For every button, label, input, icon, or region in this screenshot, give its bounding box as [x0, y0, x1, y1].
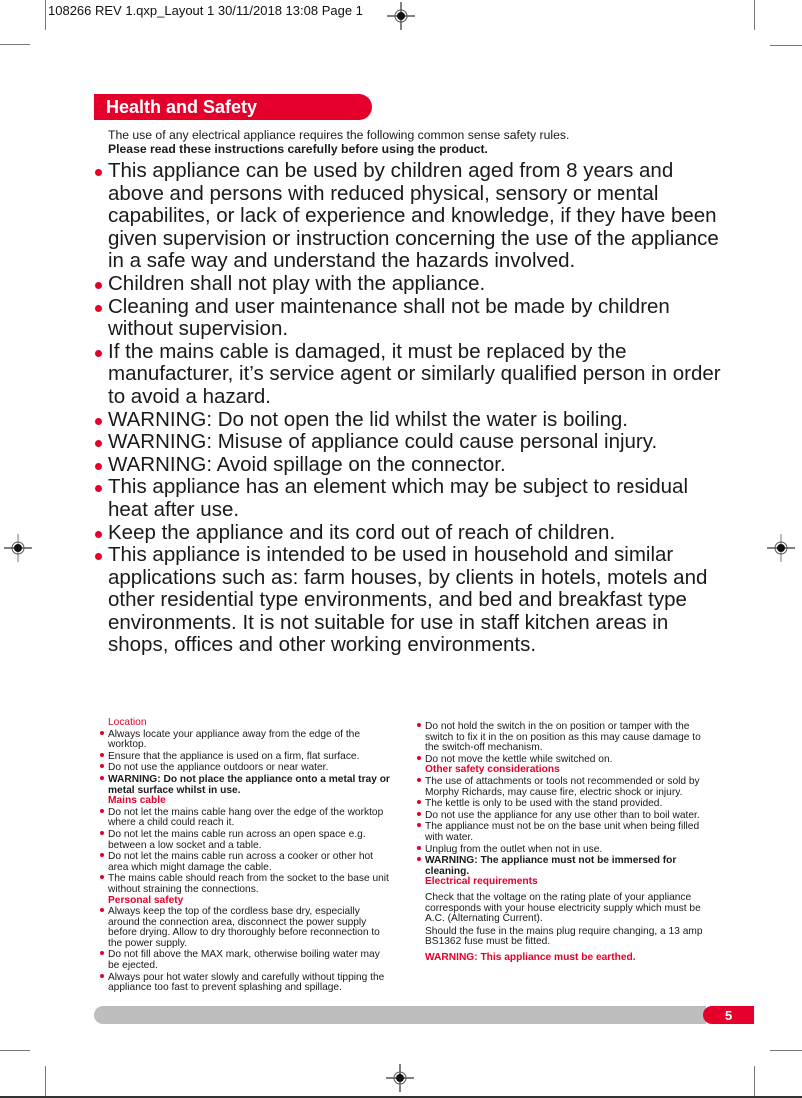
intro-text [108, 128, 569, 156]
list-item-warning: WARNING: Do not place the appliance onto a metal tray or metal surface whilst in use. [92, 775, 392, 796]
list-item: WARNING: Do not open the lid whilst the water is boiling. [92, 409, 732, 432]
main-safety-list [92, 160, 732, 657]
list-item: Do not use the appliance for any use other than to boil water. [409, 811, 709, 822]
list-item: Cleaning and user maintenance shall not be made by children without supervision. [92, 296, 732, 341]
list-item: Do not fill above the MAX mark, otherwise boiling water may be ejected. [92, 950, 392, 971]
intro-line: The use of any electrical appliance requires the following common sense safety rules. [108, 128, 570, 142]
section-title: Health and Safety [106, 97, 258, 117]
list-item: WARNING: Misuse of appliance could cause personal injury. [92, 431, 732, 454]
registration-mark-icon [767, 534, 795, 562]
list-item: Ensure that the appliance is used on a firm, flat surface. [92, 752, 392, 763]
left-column [92, 718, 392, 994]
earthing-warning: WARNING: This appliance must be earthed. [425, 951, 636, 963]
list-item: Keep the appliance and its cord out of reach of children. [92, 522, 732, 545]
list-item: Children shall not play with the appliance. [92, 273, 732, 296]
list-item: Always keep the top of the cordless base dry, especially around the connection area, disconnect the power supply before drying. Allow to dry thoroughly before reconnection to the power supply. [92, 907, 392, 949]
intro-instruction: Please read these instructions carefully before using the product. [108, 142, 488, 156]
list-item: WARNING: Avoid spillage on the connector. [92, 454, 732, 477]
list-item: Do not let the mains cable run across an open space e.g. between a low socket and a table. [92, 830, 392, 851]
list-item: This appliance can be used by children aged from 8 years and above and persons with reduced physical, sensory or mental capabilites, or lack of experience and knowledge, if they have been given supervision or instruction concerning the use of the appliance in a safe way and understand the hazards involved. [92, 160, 732, 273]
list-item: Unplug from the outlet when not in use. [409, 845, 709, 856]
footer-bar [94, 1006, 706, 1024]
crop-mark [754, 1066, 755, 1096]
subheading-personal-safety: Personal safety [108, 894, 184, 906]
electrical-paragraph: Check that the voltage on the rating plate of your appliance corresponds with your house electricity supply which must be A.C. (Alternating Current). [425, 891, 701, 925]
registration-mark-icon [386, 1064, 414, 1092]
subheading-mains-cable: Mains cable [108, 795, 166, 807]
crop-mark [770, 1050, 802, 1051]
list-item: This appliance is intended to be used in household and similar applications such as: farm houses, by clients in hotels, motels and other residential type environments, and bed and breakfast type environments. It is not suitable for use in staff kitchen areas in shops, offices and other working environments. [92, 544, 732, 657]
crop-mark [754, 0, 755, 30]
list-item: Do not use the appliance outdoors or near water. [92, 763, 392, 774]
list-item: The appliance must not be on the base unit when being filled with water. [409, 822, 709, 843]
section-header [94, 94, 372, 120]
registration-mark-icon [387, 2, 415, 30]
page-number: 5 [725, 1008, 733, 1023]
crop-mark [45, 1066, 46, 1096]
list-item: If the mains cable is damaged, it must be replaced by the manufacturer, it’s service agent or similarly qualified person in order to avoid a hazard. [92, 341, 732, 409]
list-item: Do not let the mains cable hang over the edge of the worktop where a child could reach it. [92, 808, 392, 829]
crop-mark [0, 1050, 30, 1051]
right-column [409, 721, 709, 963]
list-item: The mains cable should reach from the socket to the base unit without straining the connections. [92, 874, 392, 895]
subheading-other-safety: Other safety considerations [425, 764, 560, 776]
list-item: This appliance has an element which may be subject to residual heat after use. [92, 476, 732, 521]
printer-slug: 108266 REV 1.qxp_Layout 1 30/11/2018 13:08 Page 1 [48, 3, 363, 18]
subheading-electrical: Electrical requirements [425, 876, 538, 888]
crop-mark [770, 45, 802, 46]
subheading-location: Location [108, 717, 147, 728]
list-item: Do not hold the switch in the on position or tamper with the switch to fix it in the on position as this may cause damage to the switch-off mechanism. [409, 722, 709, 754]
crop-mark [45, 0, 46, 30]
list-item-warning: WARNING: The appliance must not be immersed for cleaning. [409, 856, 709, 877]
electrical-paragraph: Should the fuse in the mains plug require changing, a 13 amp BS1362 fuse must be fitted. [425, 925, 703, 948]
list-item: The use of attachments or tools not recommended or sold by Morphy Richards, may cause fire, electric shock or injury. [409, 777, 709, 798]
list-item: Do not let the mains cable run across a cooker or other hot area which might damage the cable. [92, 852, 392, 873]
list-item: Always locate your appliance away from the edge of the worktop. [92, 730, 392, 751]
registration-mark-icon [4, 534, 32, 562]
page-number-tab [703, 1006, 754, 1024]
list-item: Always pour hot water slowly and carefully without tipping the appliance too fast to prevent splashing and spillage. [92, 973, 392, 994]
list-item: The kettle is only to be used with the stand provided. [409, 799, 709, 810]
crop-mark [0, 44, 30, 45]
list-item: Do not move the kettle while switched on. [409, 755, 709, 766]
